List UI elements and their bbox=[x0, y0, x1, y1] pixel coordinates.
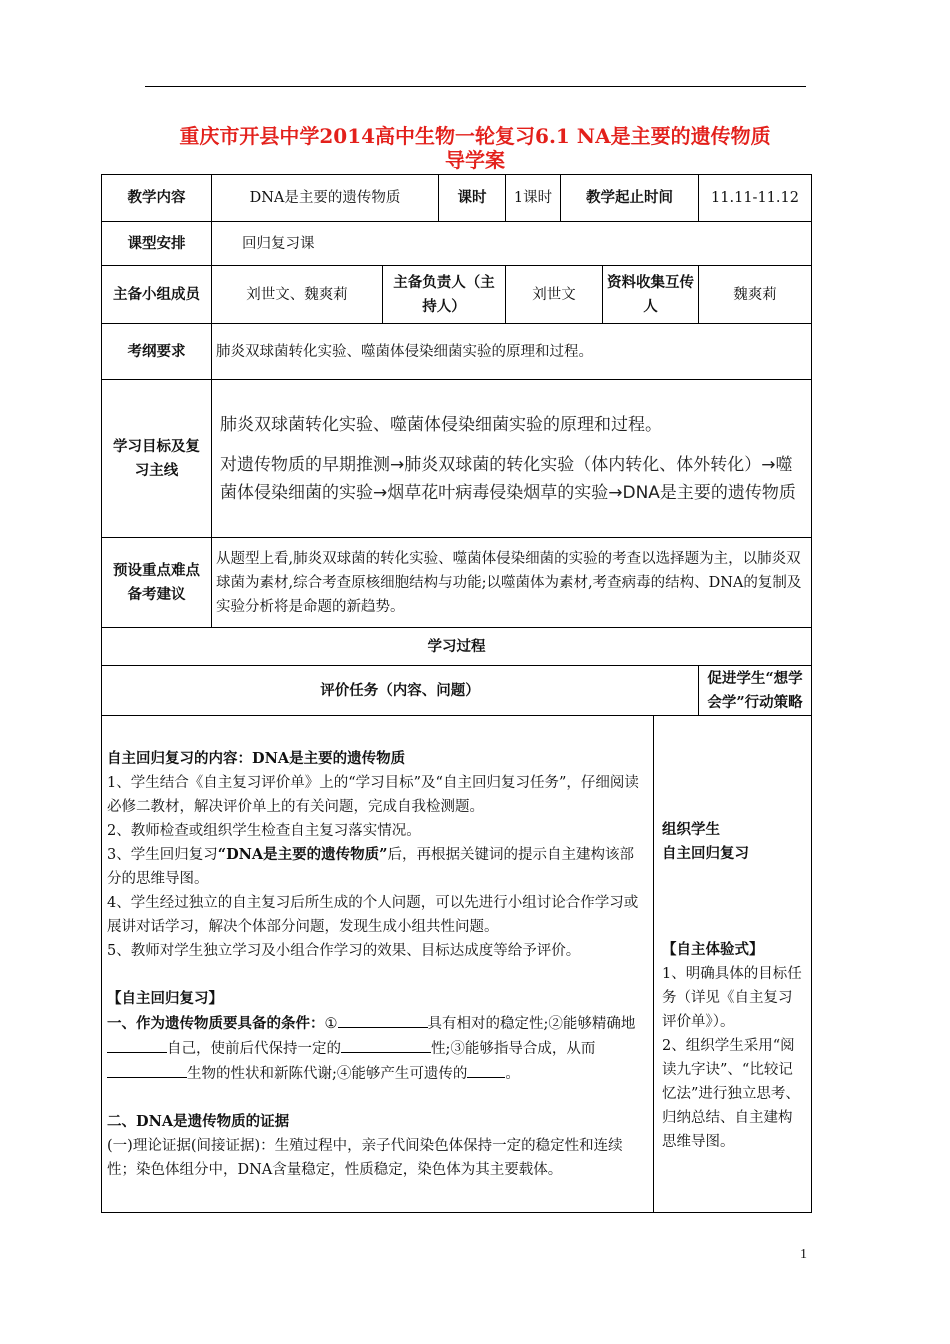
period-label: 教学起止时间 bbox=[561, 175, 699, 222]
strategy-line-1: 组织学生 bbox=[662, 821, 720, 838]
section-2-text: (一)理论证据(间接证据)：生殖过程中，亲子代间染色体保持一定的稳定性和连续性；染色体组分中，DNA含量稳定，性质稳定，染色体为其主要载体。 bbox=[107, 1137, 623, 1178]
task-item-3: 3、学生回归复习“DNA是主要的遗传物质”后，再根据关键词的提示自主建构该部分的思维导图。 bbox=[107, 845, 634, 887]
blank-3[interactable] bbox=[341, 1036, 431, 1053]
content-value: DNA是主要的遗传物质 bbox=[212, 175, 439, 222]
collect-value: 魏爽莉 bbox=[699, 266, 812, 324]
group-label: 主备小组成员 bbox=[102, 266, 212, 324]
syllabus-label: 考纲要求 bbox=[102, 324, 212, 380]
type-label: 课型安排 bbox=[102, 222, 212, 266]
group-value: 刘世文、魏爽莉 bbox=[212, 266, 383, 324]
hours-value: 1课时 bbox=[506, 175, 561, 222]
key-label: 预设重点难点备考建议 bbox=[102, 538, 212, 628]
task-item-4: 4、学生经过独立的自主复习后所生成的个人问题，可以先进行小组讨论合作学习或展讲对话学习，解决个体部分问题，发现生成小组共性问题。 bbox=[107, 894, 639, 935]
period-value: 11.11-11.12 bbox=[699, 175, 812, 222]
task-item-1: 1、学生结合《自主复习评价单》上的“学习目标”及“自主回归复习任务”，仔细阅读必修二教材，解决评价单上的有关问题，完成自我检测题。 bbox=[107, 774, 639, 815]
page-number: 1 bbox=[800, 1247, 807, 1262]
header-rule bbox=[145, 86, 806, 87]
review-content-heading: 自主回归复习的内容：DNA是主要的遗传物质 bbox=[107, 749, 406, 767]
blank-1[interactable] bbox=[338, 1011, 428, 1028]
blank-2[interactable] bbox=[107, 1036, 167, 1053]
review-heading: 【自主回归复习】 bbox=[107, 989, 223, 1007]
goal-label: 学习目标及复习主线 bbox=[102, 380, 212, 538]
collect-label: 资料收集互传人 bbox=[603, 266, 699, 324]
strategy-header: 促进学生“想学会学”行动策略 bbox=[699, 666, 812, 716]
strategy-point-1: 1、明确具体的目标任务（详见《自主复习评价单》）。 bbox=[662, 966, 802, 1030]
content-label: 教学内容 bbox=[102, 175, 212, 222]
blank-4[interactable] bbox=[107, 1061, 187, 1078]
goal-line-1: 肺炎双球菌转化实验、噬菌体侵染细菌实验的原理和过程。 bbox=[220, 414, 662, 435]
process-label: 学习过程 bbox=[102, 628, 812, 666]
section-1-conditions: 一、作为遗传物质要具备的条件：① 具有相对的稳定性;②能够精确地自己，使前后代保持一定的 性;③能够指导合成，从而生物的性状和新陈代谢;④能够产生可遗传的 。 bbox=[107, 1011, 648, 1086]
title-line-1: 重庆市开县中学2014高中生物一轮复习6.1 NA是主要的遗传物质 bbox=[179, 124, 771, 148]
goal-line-2: 对遗传物质的早期推测→肺炎双球菌的转化实验（体内转化、体外转化）→噬菌体侵染细菌的实验→烟草花叶病毒侵染烟草的实验→DNA是主要的遗传物质 bbox=[220, 454, 796, 503]
blank-5[interactable] bbox=[467, 1061, 505, 1078]
task-item-2: 2、教师检查或组织学生检查自主复习落实情况。 bbox=[107, 822, 421, 839]
lead-label: 主备负责人（主持人） bbox=[383, 266, 506, 324]
key-value: 从题型上看,肺炎双球菌的转化实验、噬菌体侵染细菌的实验的考查以选择题为主，以肺炎双球菌为素材,综合考查原核细胞结构与功能;以噬菌体为素材,考查病毒的结构、DNA的复制及实验分析将是命题的新趋势。 bbox=[212, 538, 812, 628]
syllabus-value: 肺炎双球菌转化实验、噬菌体侵染细菌实验的原理和过程。 bbox=[212, 324, 812, 380]
task-header: 评价任务（内容、问题） bbox=[102, 666, 699, 716]
strategy-cell bbox=[654, 716, 812, 1213]
title-line-2: 导学案 bbox=[445, 148, 505, 172]
task-cell bbox=[102, 716, 654, 1213]
strategy-point-2: 2、组织学生采用“阅读九字诀”、“比较记忆法”进行独立思考、归纳总结、自主建构思维导图。 bbox=[662, 1038, 800, 1150]
section-2-heading: 二、DNA是遗传物质的证据 bbox=[107, 1112, 290, 1130]
lead-value: 刘世文 bbox=[506, 266, 603, 324]
type-value: 回归复习课 bbox=[212, 222, 812, 266]
task-item-5: 5、教师对学生独立学习及小组合作学习的效果、目标达成度等给予评价。 bbox=[107, 942, 581, 959]
hours-label: 课时 bbox=[439, 175, 506, 222]
strategy-heading-2: 【自主体验式】 bbox=[662, 941, 764, 958]
strategy-line-2: 自主回归复习 bbox=[662, 845, 749, 862]
process-table bbox=[101, 715, 812, 1213]
document-title bbox=[100, 124, 850, 172]
info-table bbox=[101, 174, 812, 716]
